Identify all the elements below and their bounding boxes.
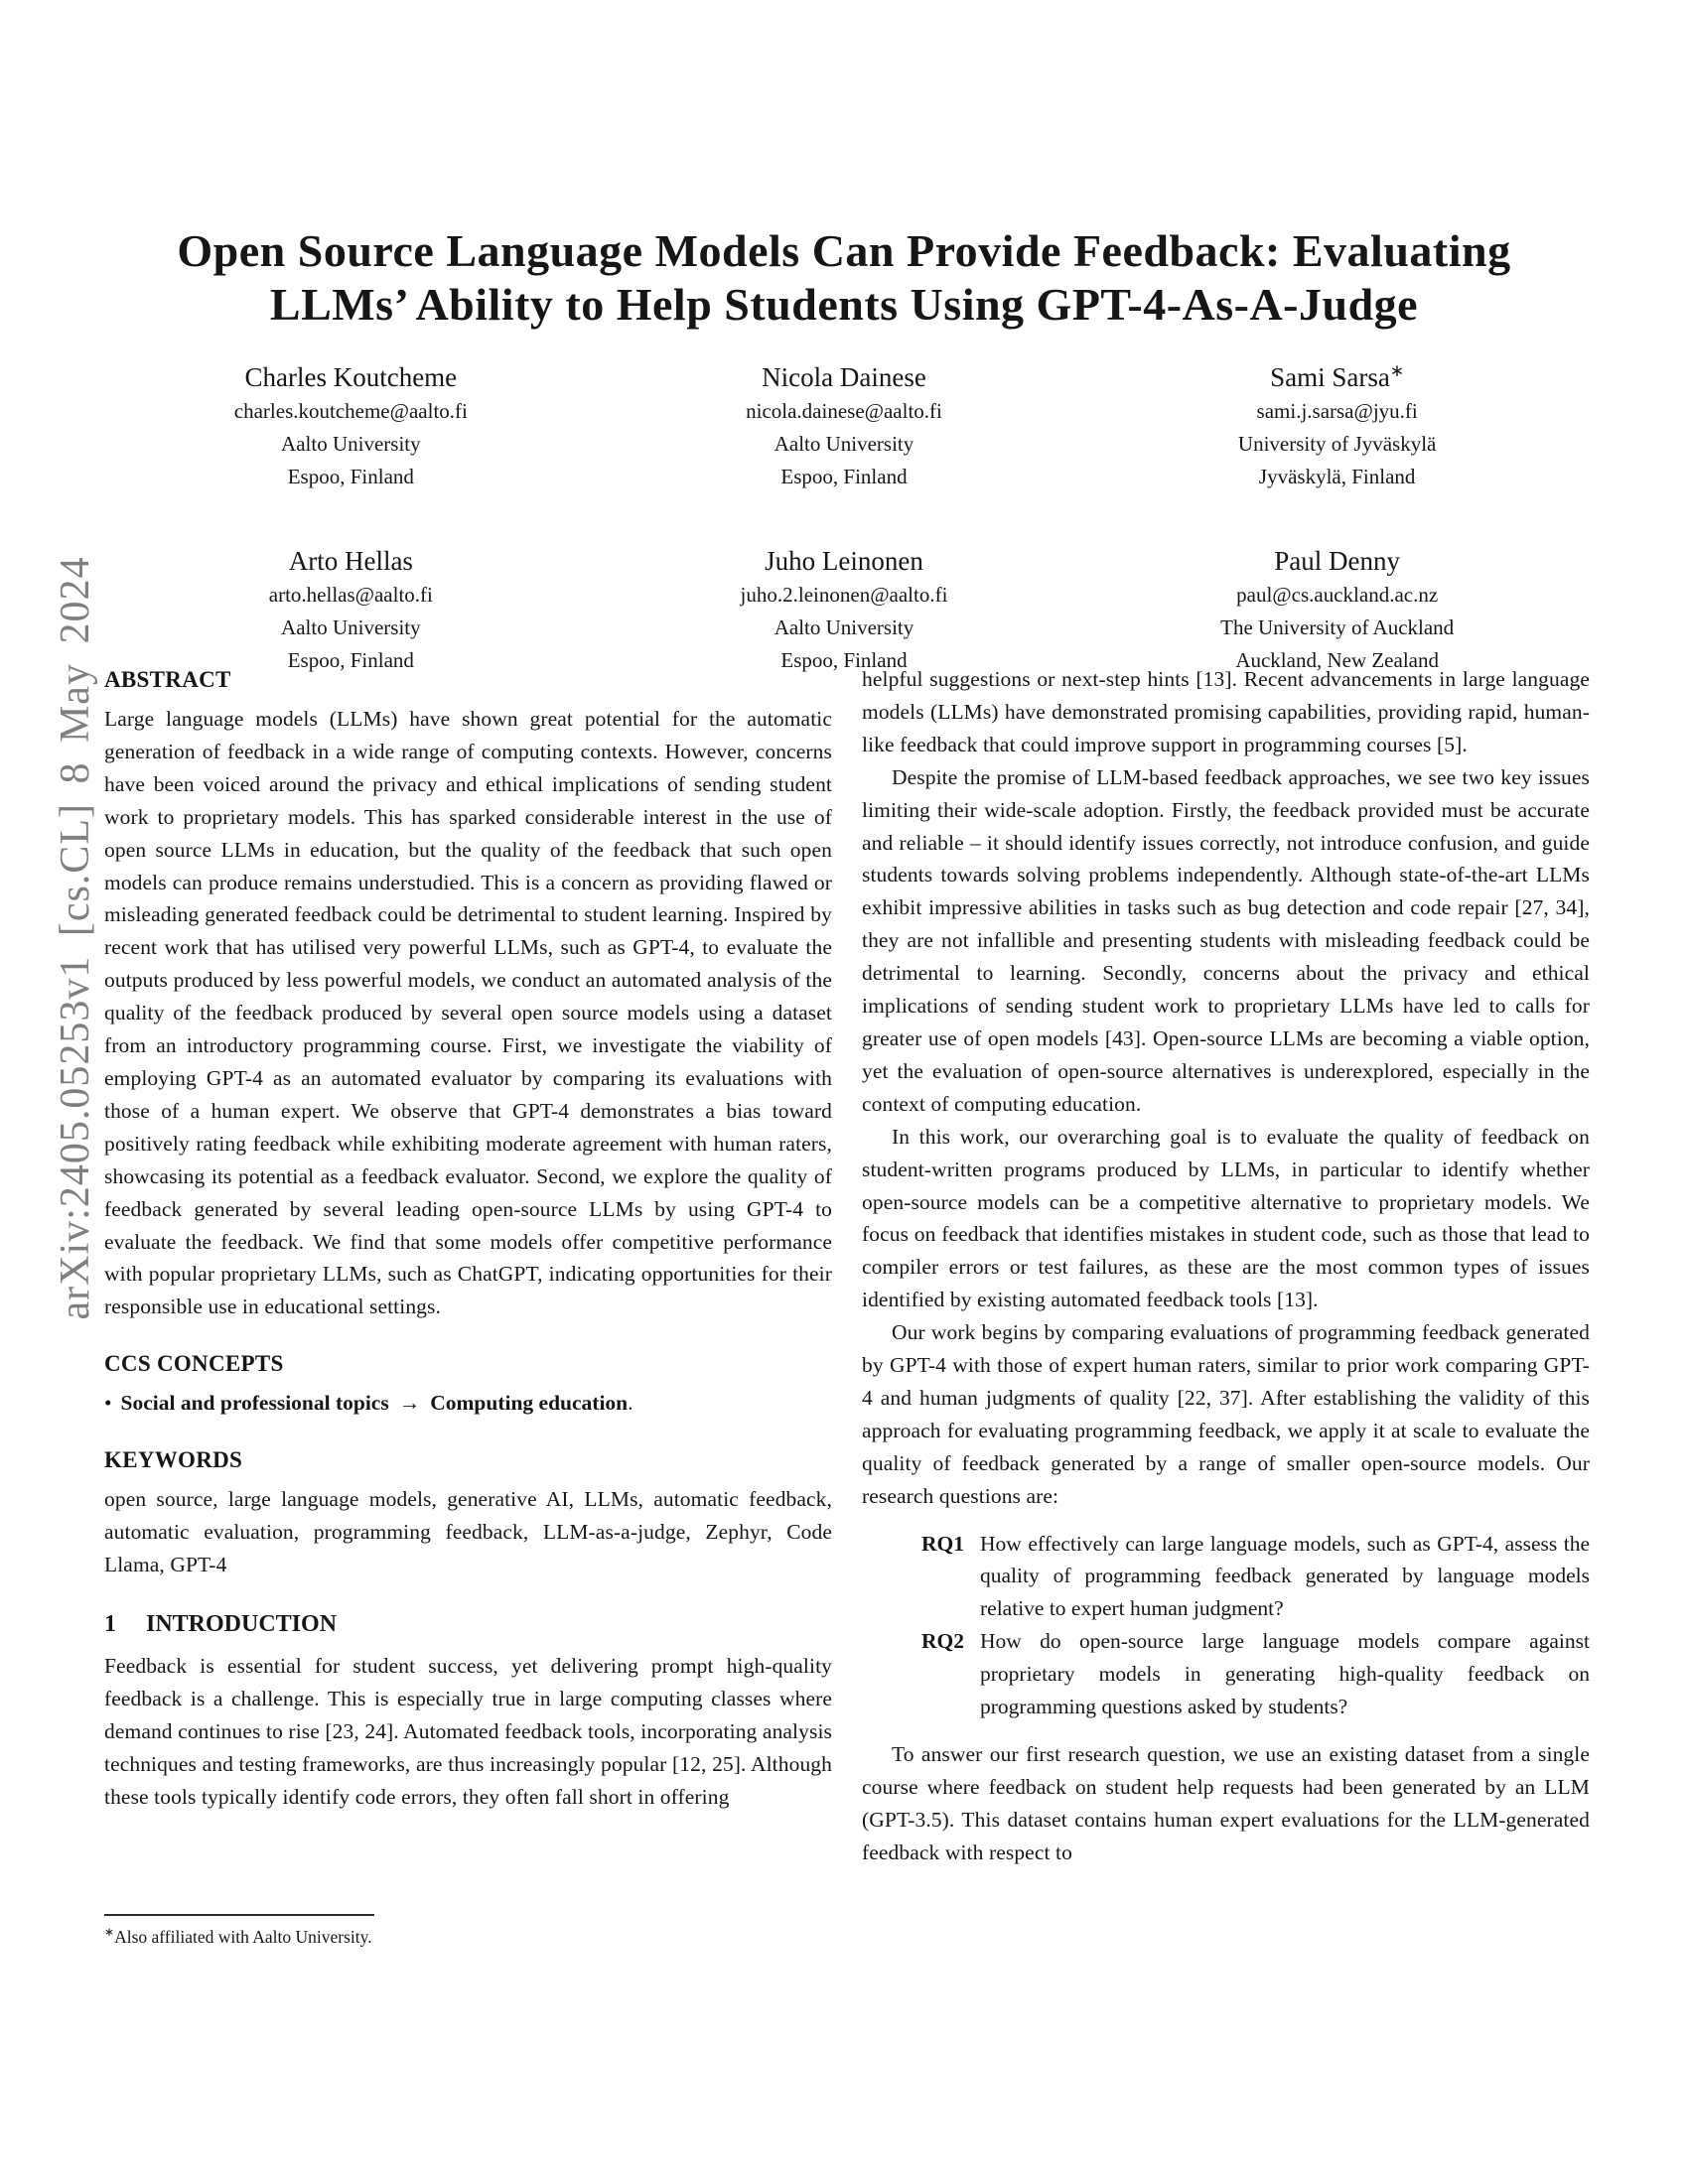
ccs-heading: CCS CONCEPTS — [104, 1351, 284, 1377]
rq2-label: RQ2 — [921, 1629, 964, 1654]
author-affiliation: The University of Auckland — [1220, 615, 1455, 639]
author-affiliation: Aalto University — [774, 615, 914, 639]
author-block-1 — [104, 353, 598, 493]
author-name — [598, 353, 1091, 395]
author-block-3 — [1090, 353, 1584, 493]
ccs-concepts-line — [104, 1387, 832, 1420]
section-number: 1 — [104, 1610, 116, 1637]
author-email: arto.hellas@aalto.fi — [268, 583, 433, 607]
research-questions-list — [862, 1528, 1590, 1723]
author-name-text: Paul Denny — [1274, 546, 1401, 576]
author-location: Jyväskylä, Finland — [1258, 465, 1416, 488]
author-affiliation: Aalto University — [774, 432, 914, 456]
arrow-right-glyph: → — [398, 1391, 421, 1416]
arxiv-watermark: arXiv:2405.05253v1 [cs.CL] 8 May 2024 — [53, 556, 98, 1320]
rq1-text: How effectively can large language models, such as GPT-4, assess the quality of programming feedback generated by language models relative to expert human judgment? — [980, 1531, 1590, 1621]
ccs-category: Social and professional topics — [120, 1391, 389, 1416]
right-column — [862, 663, 1590, 1869]
author-affiliation: Aalto University — [281, 615, 421, 639]
author-affiliation: University of Jyväskylä — [1237, 432, 1437, 456]
author-email: sami.j.sarsa@jyu.fi — [1256, 399, 1418, 423]
paper-title-line1: Open Source Language Models Can Provide Feedback: Evaluating — [177, 225, 1511, 276]
author-email: charles.koutcheme@aalto.fi — [233, 399, 468, 423]
author-name — [1090, 353, 1584, 395]
rq2-text: How do open-source large language models compare against proprietary models in generating high-quality feedback on programming questions asked by students? — [980, 1629, 1590, 1719]
right-paragraph-1: helpful suggestions or next-step hints [13]. Recent advancements in large language models (LLMs) have demonstrated promising capabilities, providing rapid, human-like feedback that could improve support in programming courses [5]. — [862, 667, 1590, 756]
authors-block — [104, 353, 1584, 677]
author-email: paul@cs.auckland.ac.nz — [1236, 583, 1439, 607]
ccs-subcategory: Computing education — [430, 1391, 629, 1416]
paper-title — [109, 224, 1579, 332]
author-name — [1090, 537, 1584, 579]
introduction-paragraph-1: Feedback is essential for student success, yet delivering prompt high-quality feedback is a challenge. This is especially true in large computing classes where demand continues to rise [23, 24]. Automated feedback tools, incorporating analysis techniques and testing frameworks, are thus increasingly popular [12, 25]. Although these tools typically identify code errors, they often fall short in offering — [104, 1653, 832, 1809]
author-name-text: Nicola Dainese — [762, 362, 926, 392]
author-name — [104, 353, 598, 395]
right-paragraph-5: To answer our first research question, we use an existing dataset from a single course where feedback on student help requests had been generated by an LLM (GPT-3.5). This dataset contains human expert evaluations for the LLM-generated feedback with respect to — [862, 1742, 1590, 1864]
author-location: Espoo, Finland — [780, 465, 908, 488]
keywords-text: open source, large language models, generative AI, LLMs, automatic feedback, automatic evaluation, programming feedback, LLM-as-a-judge, Zephyr, Code Llama, GPT-4 — [104, 1487, 832, 1577]
right-paragraph-4: Our work begins by comparing evaluations of programming feedback generated by GPT-4 with those of expert human raters, similar to prior work comparing GPT-4 and human judgments of quality [22, 37]. After establishing the validity of this approach for evaluating programming feedback, we apply it at scale to evaluate the quality of feedback generated by a range of smaller open-source models. Our research questions are: — [862, 1320, 1590, 1508]
author-location: Espoo, Finland — [780, 648, 908, 672]
right-paragraph-3: In this work, our overarching goal is to evaluate the quality of feedback on student-written programs produced by LLMs, in particular to identify whether open-source models can be a competitive alternative to proprietary models. We focus on feedback that identifies mistakes in student code, such as those that lead to compiler errors or test failures, as these are the most common types of issues identified by existing automated feedback tools [13]. — [862, 1124, 1590, 1312]
author-block-6 — [1090, 537, 1584, 677]
research-question-1 — [921, 1528, 1590, 1626]
paper-title-line2: LLMs’ Ability to Help Students Using GPT-4-As-A-Judge — [269, 279, 1419, 330]
author-name-text: Sami Sarsa — [1270, 362, 1390, 392]
footnote-text — [104, 1925, 832, 1948]
author-name-text: Charles Koutcheme — [244, 362, 458, 392]
author-name-text: Juho Leinonen — [765, 546, 923, 576]
footnote-marker: ∗ — [104, 1925, 115, 1939]
author-footnote-marker: ∗ — [1389, 361, 1405, 380]
footnote-body: Also affiliated with Aalto University. — [114, 1926, 372, 1947]
author-block-4 — [104, 537, 598, 677]
author-affiliation: Aalto University — [281, 432, 421, 456]
author-location: Espoo, Finland — [287, 648, 414, 672]
author-email: nicola.dainese@aalto.fi — [746, 399, 942, 423]
left-column — [104, 667, 832, 1813]
author-location: Auckland, New Zealand — [1235, 648, 1439, 672]
bullet-glyph: • — [104, 1391, 112, 1416]
research-question-2 — [921, 1625, 1590, 1723]
footnote-rule — [104, 1914, 374, 1916]
author-name — [598, 537, 1091, 579]
ccs-period: . — [628, 1391, 633, 1416]
abstract-heading: ABSTRACT — [104, 667, 231, 692]
section-title: INTRODUCTION — [146, 1610, 338, 1637]
right-paragraph-2: Despite the promise of LLM-based feedback approaches, we see two key issues limiting their wide-scale adoption. Firstly, the feedback provided must be accurate and reliable – it should identify issues correctly, not introduce confusion, and guide students towards solving problems independently. Although state-of-the-art LLMs exhibit impressive abilities in tasks such as bug detection and code repair [27, 34], they are not infallible and presenting students with misleading feedback could be detrimental to learning. Secondly, concerns about the privacy and ethical implications of sending student work to proprietary LLMs have led to calls for greater use of open models [43]. Open-source LLMs are becoming a viable option, yet the evaluation of open-source alternatives is underexplored, especially in the context of computing education. — [862, 764, 1590, 1116]
author-location: Espoo, Finland — [287, 465, 414, 488]
footnote-block — [104, 1914, 832, 1948]
author-email: juho.2.leinonen@aalto.fi — [740, 583, 948, 607]
introduction-heading — [104, 1611, 832, 1638]
author-block-5 — [598, 537, 1091, 677]
author-block-2 — [598, 353, 1091, 493]
rq1-label: RQ1 — [921, 1531, 964, 1556]
author-name — [104, 537, 598, 579]
author-name-text: Arto Hellas — [288, 546, 413, 576]
keywords-heading: KEYWORDS — [104, 1447, 243, 1473]
abstract-text: Large language models (LLMs) have shown great potential for the automatic generation of feedback in a wide range of computing contexts. However, concerns have been voiced around the privacy and ethical implications of sending student work to proprietary models. This has sparked considerable interest in the use of open source LLMs in education, but the quality of the feedback that such open models can produce remains understudied. This is a concern as providing flawed or misleading generated feedback could be detrimental to student learning. Inspired by recent work that has utilised very powerful LLMs, such as GPT-4, to evaluate the outputs produced by less powerful models, we conduct an automated analysis of the quality of the feedback produced by several open source models using a dataset from an introductory programming course. First, we investigate the viability of employing GPT-4 as an automated evaluator by comparing its evaluations with those of a human expert. We observe that GPT-4 demonstrates a bias toward positively rating feedback while exhibiting moderate agreement with human raters, showcasing its potential as a feedback evaluator. Second, we explore the quality of feedback generated by several leading open-source LLMs by using GPT-4 to evaluate the feedback. We find that some models offer competitive performance with popular proprietary LLMs, such as ChatGPT, indicating opportunities for their responsible use in educational settings. — [104, 707, 832, 1319]
